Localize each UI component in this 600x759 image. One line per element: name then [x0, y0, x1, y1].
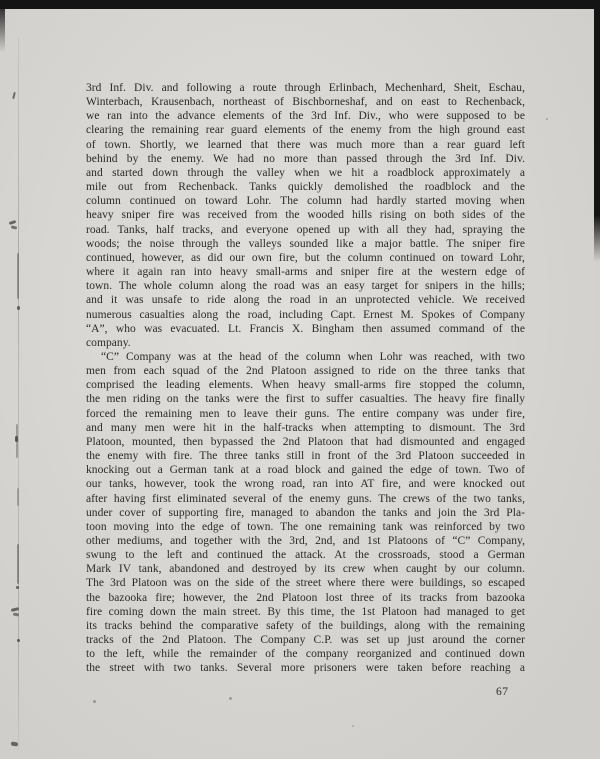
text-line: under cover of supporting fire, managed to abandon the tanks and join the 3rd Pla- [86, 506, 525, 519]
text-line: our tanks, however, took the wrong road, ran into AT fire, and were knocked out [86, 478, 525, 491]
paragraph [86, 350, 525, 676]
text-line: swung to the left and continued the attack. At the crossroads, stood a German [86, 549, 525, 562]
margin-mark [13, 613, 19, 617]
margin-mark [17, 639, 20, 642]
text-line: to the left, while the remainder of the company reorganized and continued down [86, 648, 525, 661]
margin-mark [11, 225, 17, 229]
text-line: forced the remaining men to leave their guns. The entire company was under fire, [86, 407, 525, 420]
text-line: its tracks behind the comparative safety of the buildings, along with the remaining [86, 619, 525, 632]
page-number: 67 [496, 686, 509, 698]
text-line: Mark IV tank, abandoned and destroyed by its crew when caught by our column. [86, 563, 525, 576]
text-line: fire coming down the main street. By this time, the 1st Platoon had managed to get [86, 605, 525, 618]
paper-speck [229, 697, 232, 700]
text-line: and started down through the valley when we hit a roadblock approximately a [86, 166, 525, 179]
text-line: behind by the enemy. We had no more than passed through the 3rd Inf. Div. [86, 152, 525, 165]
text-line: we ran into the advance elements of the 3rd Inf. Div., who were supposed to be [86, 110, 525, 123]
text-line: road. Tanks, half tracks, and everyone opened up with all they had, spraying the [86, 223, 525, 236]
text-line: of town. Shortly, we learned that there was much more than a rear guard left [86, 138, 525, 151]
text-line: Winterbach, Krausenbach, northeast of Bischborneshaf, and on east to Rechenback, [86, 96, 525, 109]
text-line: the enemy with fire. The three tanks still in front of the 3rd Platoon succeeded in [86, 450, 525, 463]
margin-mark [17, 544, 19, 584]
text-line: 3rd Inf. Div. and following a route through Erlinbach, Mechenhard, Sheit, Eschau, [86, 82, 525, 94]
text-line: men from each squad of the 2nd Platoon assigned to ride on the three tanks that [86, 365, 525, 378]
text-line: column continued on toward Lohr. The column had hardly started moving when [86, 195, 525, 208]
text-line: where it again ran into heavy small-arms and sniper fire at the western edge of [86, 266, 525, 279]
text-line: other mediums, and together with the 3rd, 2nd, and 1st Platoons of “C” Company, [86, 535, 525, 547]
margin-mark [17, 253, 19, 299]
text-line: tracks of the 2nd Platoon. The Company C.P. was set up just around the corner [86, 634, 525, 647]
scan-edge-top [0, 0, 600, 9]
text-line: and many men were hit in the half-tracks when attempting to dismount. The 3rd [86, 421, 525, 434]
text-line: after having first eliminated several of the enemy guns. The crews of the two tanks, [86, 492, 525, 505]
paper-speck [93, 700, 96, 703]
text-line: comprised the leading elements. When heavy small-arms fire stopped the column, [86, 379, 525, 392]
text-line: Platoon, mounted, then bypassed the 2nd Platoon that had dismounted and engaged [86, 435, 525, 448]
paper-speck [352, 725, 354, 727]
paragraph [86, 81, 525, 350]
text-line: clearing the remaining rear guard elements of the enemy from the high ground east [86, 124, 525, 137]
scan-edge-right [594, 0, 600, 262]
margin-mark [17, 306, 20, 310]
page-text [86, 81, 525, 676]
text-line: continued, however, as did our own fire, but the column continued on toward Lohr, [86, 251, 525, 264]
text-line: and it was unsafe to ride along the road in an unprotected vehicle. We received [86, 294, 525, 307]
text-line: numerous casualties along the road, including Capt. Ernest M. Spokes of Company [86, 308, 525, 321]
margin-mark [15, 436, 18, 442]
text-line: town. The whole column along the road was an easy target for snipers in the hills; [86, 280, 525, 293]
binding-crease [18, 38, 19, 750]
text-line: knocking out a German tank at a road block and gained the edge of town. Two of [86, 464, 525, 477]
text-line: woods; the noise through the valleys sounded like a major battle. The sniper fire [86, 237, 525, 250]
text-line: “C” Company was at the head of the column when Lohr was reached, with two [101, 350, 525, 363]
text-line: The 3rd Platoon was on the side of the street where there were buildings, so escaped [86, 577, 525, 590]
margin-mark [12, 92, 16, 99]
text-line: the street with two tanks. Several more prisoners were taken before reaching a [86, 662, 525, 675]
text-line: mile out from Rechenback. Tanks quickly demolished the roadblock and the [86, 181, 525, 194]
text-line: the men riding on the tanks were the first to suffer casualties. The heavy fire finally [86, 393, 525, 406]
paper-speck [546, 118, 548, 120]
text-line: toon moving into the edge of town. The one remaining tank was reinforced by two [86, 520, 525, 533]
text-line: “A”, who was evacuated. Lt. Francis X. Bingham then assumed command of the [86, 322, 525, 335]
text-line: company. [86, 336, 131, 349]
margin-mark [17, 488, 19, 506]
margin-mark [9, 220, 17, 225]
margin-mark [11, 742, 18, 747]
margin-mark [16, 586, 19, 589]
text-line: heavy sniper fire was received from the wooded hills rising on both sides of the [86, 209, 525, 222]
text-line: the bazooka fire; however, the 2nd Platoon lost three of its tracks from bazooka [86, 591, 525, 604]
scan-edge-left [0, 0, 5, 52]
